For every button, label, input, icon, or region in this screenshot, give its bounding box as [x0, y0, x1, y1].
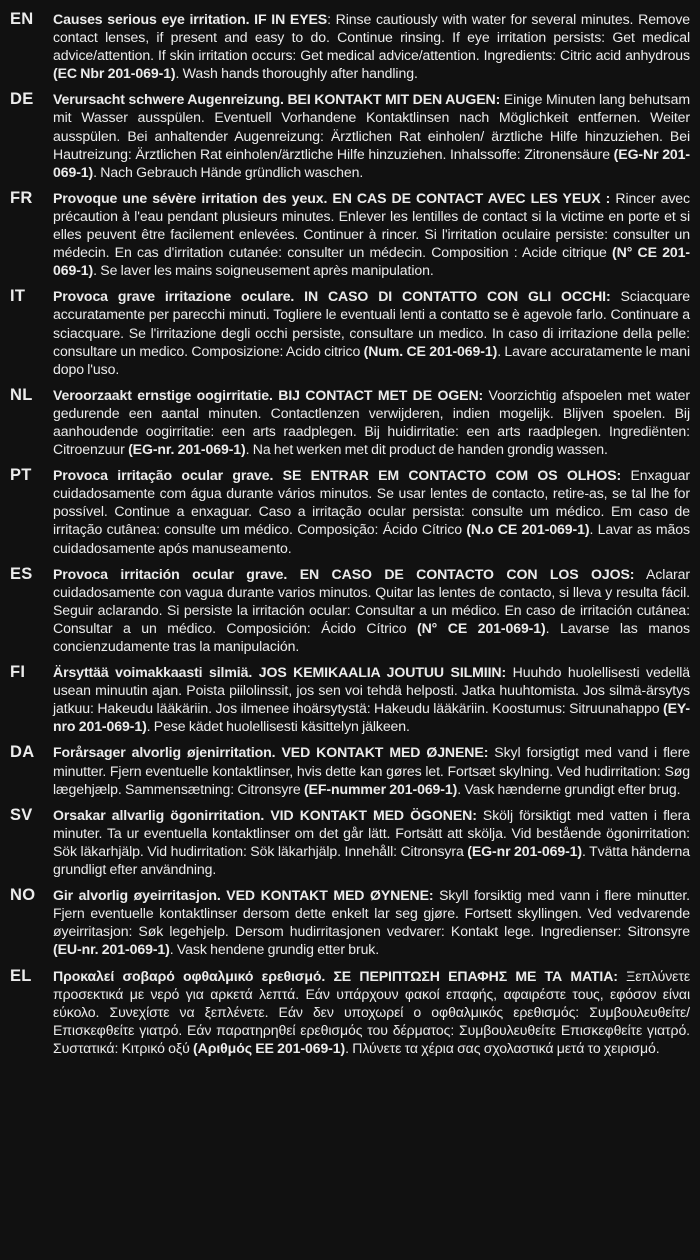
section-el	[10, 967, 690, 1057]
ec-number: (EG-nr. 201-069-1)	[128, 441, 246, 458]
instructions: Aclarar cuidadosamente con vagua durante varios minutos. Quitar las lentes de contacto, si lleva y resulta fácil. Seguir aclarando. Si persiste la irritación ocular: Consultar a un médico. En caso de irritación cutánea: Consultar a un médico. Composición: Ácido Cítrico	[53, 565, 690, 636]
instructions: Skölj försiktigt med vatten i flera minuter. Ta ur eventuella kontaktlinser om det går lätt. Fortsätt att skölja. Vid bestående ögonirritation: Sök läkarhjälp. Vid hudirritation: Sök läkarhjälp. Innehåll: Citronsyra	[53, 806, 690, 859]
section-no	[10, 886, 690, 958]
ec-number: (EG-nr 201-069-1)	[467, 842, 582, 859]
instructions-end: . Πλύνετε τα χέρια σας σχολαστικά μετά το χειρισμό.	[345, 1039, 660, 1056]
instructions: Huuhdo huolellisesti vedellä usean minuutin ajan. Poista piilolinssit, jos sen voi tehdä helposti. Jatka huuhtomista. Jos silmä-ärsytys jatkuu: Hakeudu lääkäriin. Jos ilmenee ihoärsytystä: Hakeudu lääkäriin. Koostumus: Sitruunahappo	[53, 664, 690, 717]
language-code: EL	[10, 966, 32, 985]
safety-text	[53, 663, 690, 735]
ec-number: (Num. CE 201-069-1)	[363, 342, 498, 359]
safety-text	[53, 466, 690, 556]
instructions-end: . Vask hænderne grundigt efter brug.	[457, 780, 681, 797]
instructions-end: . Pese kädet huolellisesti käsittelyn jälkeen.	[146, 718, 410, 735]
language-code: NO	[10, 886, 36, 905]
instructions-end: . Lavare accuratamente le mani dopo l'uso.	[53, 342, 690, 377]
ec-number: (N° CE 201-069-1)	[417, 619, 546, 636]
instructions-end: . Tvätta händerna grundligt efter användning.	[53, 842, 690, 878]
safety-text	[53, 967, 690, 1057]
instructions-end: . Na het werken met dit product de handen grondig wassen.	[245, 441, 608, 458]
ec-number: (EC Nbr 201-069-1)	[53, 65, 176, 82]
section-de	[10, 90, 690, 180]
language-code: NL	[10, 385, 33, 404]
hazard-statement: Verursacht schwere Augenreizung. BEI KONTAKT MIT DEN AUGEN:	[53, 91, 501, 108]
instructions: Skyl forsigtigt med vand i flere minutter. Fjern eventuelle kontaktlinser, hvis dette kan gøres let. Fortsæt skylning. Ved hudirritation: Søg lægehjælp. Sammensætning: Citronsyre	[53, 744, 690, 797]
section-pt	[10, 466, 690, 556]
ec-number: (N° CE 201-069-1)	[53, 244, 690, 279]
safety-text	[53, 90, 690, 180]
language-code: ES	[10, 564, 33, 583]
safety-text	[53, 743, 690, 797]
section-fr	[10, 189, 690, 279]
language-code: SV	[10, 805, 33, 824]
language-code: PT	[10, 466, 32, 485]
instructions-end: . Nach Gebrauch Hände gründlich waschen.	[93, 163, 364, 180]
hazard-statement: Provoca irritación ocular grave. EN CASO DE CONTACTO CON LOS OJOS:	[53, 565, 635, 582]
safety-text	[53, 565, 690, 655]
section-en	[10, 10, 690, 82]
hazard-statement: Orsakar allvarlig ögonirritation. VID KONTAKT MED ÖGONEN:	[53, 806, 477, 823]
instructions: Skyll forsiktig med vann i flere minutter. Fjern eventuelle kontaktlinser dersom dette enkelt lar seg gjøre. Fortsett skyllingen. Ved vedvarende øyeirritasjon: Søk legehjelp. Dersom hudirritasjonen vedvarer: Kontakt lege. Ingredienser: Sitronsyre	[53, 887, 691, 940]
hazard-statement: Provoca irritação ocular grave. SE ENTRAR EM CONTACTO COM OS OLHOS:	[53, 467, 622, 484]
instructions-end: . Se laver les mains soigneusement après manipulation.	[93, 262, 434, 279]
instructions-end: . Vask hendene grundig etter bruk.	[169, 941, 380, 958]
hazard-statement: Forårsager alvorlig øjenirritation. VED KONTAKT MED ØJNENE:	[53, 744, 489, 761]
hazard-statement: Προκαλεί σοβαρό οφθαλμικό ερεθισμό. ΣΕ ΠΕΡΙΠΤΩΣΗ ΕΠΑΦΗΣ ΜΕ ΤΑ ΜΑΤΙΑ:	[53, 967, 618, 984]
hazard-statement: Causes serious eye irritation. IF IN EYES	[53, 11, 328, 27]
safety-text	[53, 886, 690, 958]
ec-number: (EF-nummer 201-069-1)	[303, 780, 458, 797]
hazard-statement: Provoque une sévère irritation des yeux. EN CAS DE CONTACT AVEC LES YEUX :	[53, 189, 611, 206]
safety-text	[53, 386, 690, 458]
instructions: Sciacquare accuratamente per parecchi minuti. Togliere le eventuali lenti a contatto se è agevole farlo. Continuare a sciacquare. Se l'irritazione degli occhi persiste, consultare un medico. In caso di irritazione della pelle: consultare un medico. Composizione: Acido citrico	[53, 288, 690, 359]
language-code: EN	[10, 10, 34, 28]
ec-number: (N.o CE 201-069-1)	[466, 521, 590, 538]
instructions-end: . Lavarse las manos concienzudamente tras la manipulación.	[53, 619, 690, 654]
safety-text	[53, 189, 690, 279]
section-it	[10, 287, 690, 377]
language-code: DE	[10, 90, 34, 109]
hazard-statement: Ärsyttää voimakkaasti silmiä. JOS KEMIKAALIA JOUTUU SILMIIN:	[53, 664, 507, 681]
instructions: Rincer avec précaution à l'eau pendant plusieurs minutes. Enlever les lentilles de contact si la victime en porte et si elles peuvent être facilement enlevées. Continuer à rincer. Si l'irritation oculaire persiste: consulter un médecin. En cas d'irritation cutanée: consulter un médecin. Composition : Acide citrique	[53, 189, 690, 261]
language-code: DA	[10, 743, 35, 762]
safety-text	[53, 10, 690, 82]
ec-number: (EY-nro 201-069-1)	[53, 700, 690, 735]
instructions-end: . Wash hands thoroughly after handling.	[175, 65, 418, 82]
instructions: : Rinse cautiously with water for several minutes. Remove contact lenses, if present and easy to do. Continue rinsing. If eye irritation persists: Get medical advice/attention. If skin irritation occurs: Get medical advice/attention. Ingredients: Citric acid anhydrous	[53, 11, 690, 64]
instructions-end: . Lavar as mãos cuidadosamente após manuseamento.	[53, 521, 690, 556]
ec-number: (EG-Nr 201-069-1)	[53, 145, 690, 180]
safety-text	[53, 287, 690, 377]
section-nl	[10, 386, 690, 458]
section-sv	[10, 806, 690, 878]
language-code: FI	[10, 663, 26, 682]
instructions: Enxaguar cuidadosamente com água durante vários minutos. Se usar lentes de contacto, retire-as, se tal lhe for possível. Continue a enxaguar. Caso a irritação ocular persista: consulte um médico. Em caso de irritação cutânea: consulte um médico. Composição: Ácido Cítrico	[53, 467, 690, 538]
hazard-statement: Gir alvorlig øyeirritasjon. VED KONTAKT MED ØYNENE:	[53, 887, 434, 904]
instructions: Ξεπλύνετε προσεκτικά με νερό για αρκετά λεπτά. Εάν υπάρχουν φακοί επαφής, αφαιρέστε τους, εφόσον είναι εύκολο. Συνεχίστε να ξεπλένετε. Εάν δεν υποχωρεί ο οφθαλμικός ερεθισμός: Συμβουλευθείτε/Επισκεφθείτε γιατρό. Εάν παρατηρηθεί ερεθισμός του δέρματος: Συμβουλευθείτε Επισκεφθείτε γιατρό. Συστατικά: Κιτρικό οξύ	[53, 967, 690, 1056]
ec-number: (Αριθμός ΕΕ 201-069-1)	[193, 1039, 346, 1056]
language-code: FR	[10, 188, 33, 207]
instructions: Einige Minuten lang behutsam mit Wasser ausspülen. Eventuell Vorhandene Kontaktlinsen nach Möglichkeit entfernen. Weiter ausspülen. Bei anhaltender Augenreizung: Ärztlichen Rat einholen/ ärztliche Hilfe hinzuziehen. Bei Hautreizung: Ärztlichen Rat einholen/ärztliche Hilfe hinzuziehen. Inhalssoffe: Zitronensäure	[53, 91, 690, 162]
hazard-statement: Veroorzaakt ernstige oogirritatie. BIJ CONTACT MET DE OGEN:	[53, 386, 484, 403]
safety-text	[53, 806, 690, 878]
section-fi	[10, 663, 690, 735]
hazard-statement: Provoca grave irritazione oculare. IN CASO DI CONTATTO CON GLI OCCHI:	[53, 288, 611, 305]
language-code: IT	[10, 287, 26, 306]
section-es	[10, 565, 690, 655]
instructions: Voorzichtig afspoelen met water gedurende een aantal minuten. Contactlenzen verwijderen, indien mogelijk. Blijven spoelen. Bij aanhoudende oogirritatie: een arts raadplegen. Bij huidirritatie: een arts raadplegen. Ingrediënten: Citroenzuur	[53, 386, 690, 458]
ec-number: (EU-nr. 201-069-1)	[53, 941, 170, 958]
section-da	[10, 743, 690, 797]
